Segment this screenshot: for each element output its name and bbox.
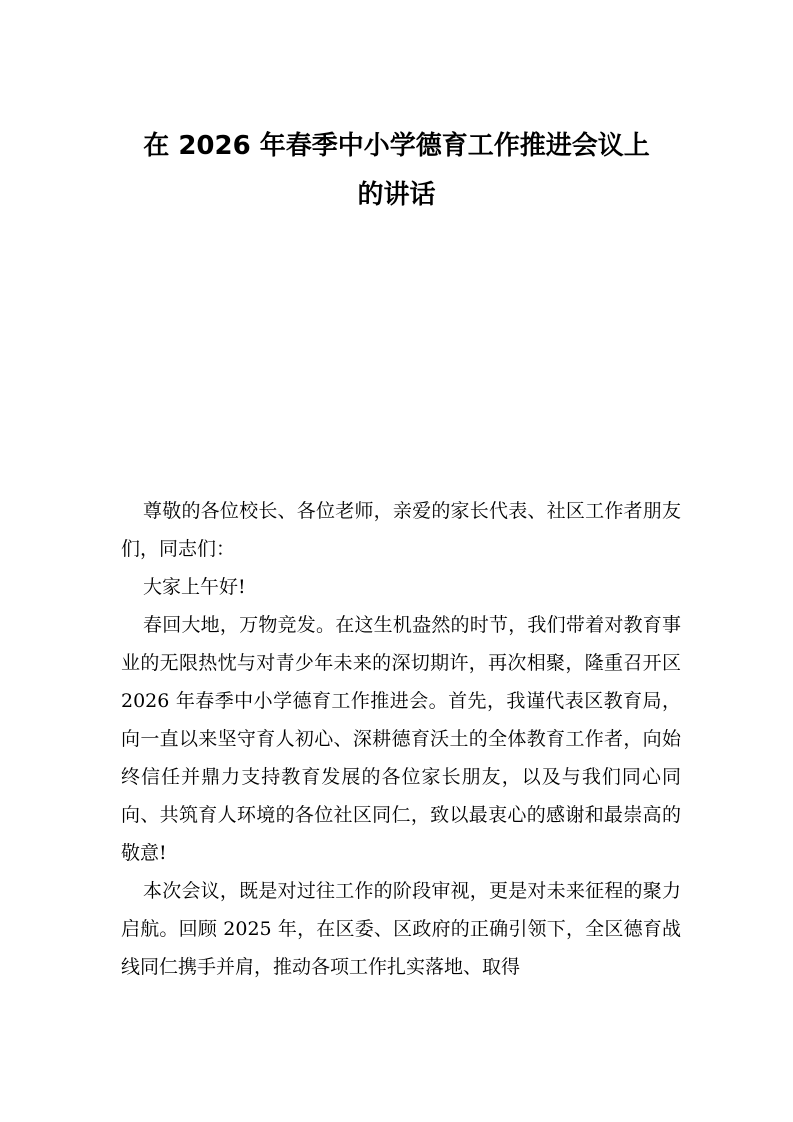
speech-body	[121, 492, 681, 986]
paragraph-salutation: 尊敬的各位校长、各位老师，亲爱的家长代表、社区工作者朋友们，同志们：	[121, 500, 681, 560]
paragraph-opening: 春回大地，万物竞发。在这生机盎然的时节，我们带着对教育事业的无限热忱与对青少年未来的深切期许，再次相聚，隆重召开区 2026 年春季中小学德育工作推进会。首先，我谨代表区教育局，向一直以来坚守育人初心、深耕德育沃土的全体教育工作者，向始终信任并鼎力支持教育发展的各位家长朋友，以及与我们同心同向、共筑育人环境的各位社区同仁，致以最衷心的感谢和最崇高的敬意!	[121, 614, 681, 864]
paragraph-review: 本次会议，既是对过往工作的阶段审视，更是对未来征程的聚力启航。回顾 2025 年，在区委、区政府的正确引领下，全区德育战线同仁携手并肩，推动各项工作扎实落地、取得	[121, 880, 681, 978]
document-title-line-2: 的讲话	[357, 180, 436, 210]
paragraph-greeting: 大家上午好!	[143, 576, 246, 598]
document-title-line-1: 在 2026 年春季中小学德育工作推进会议上	[143, 131, 650, 161]
